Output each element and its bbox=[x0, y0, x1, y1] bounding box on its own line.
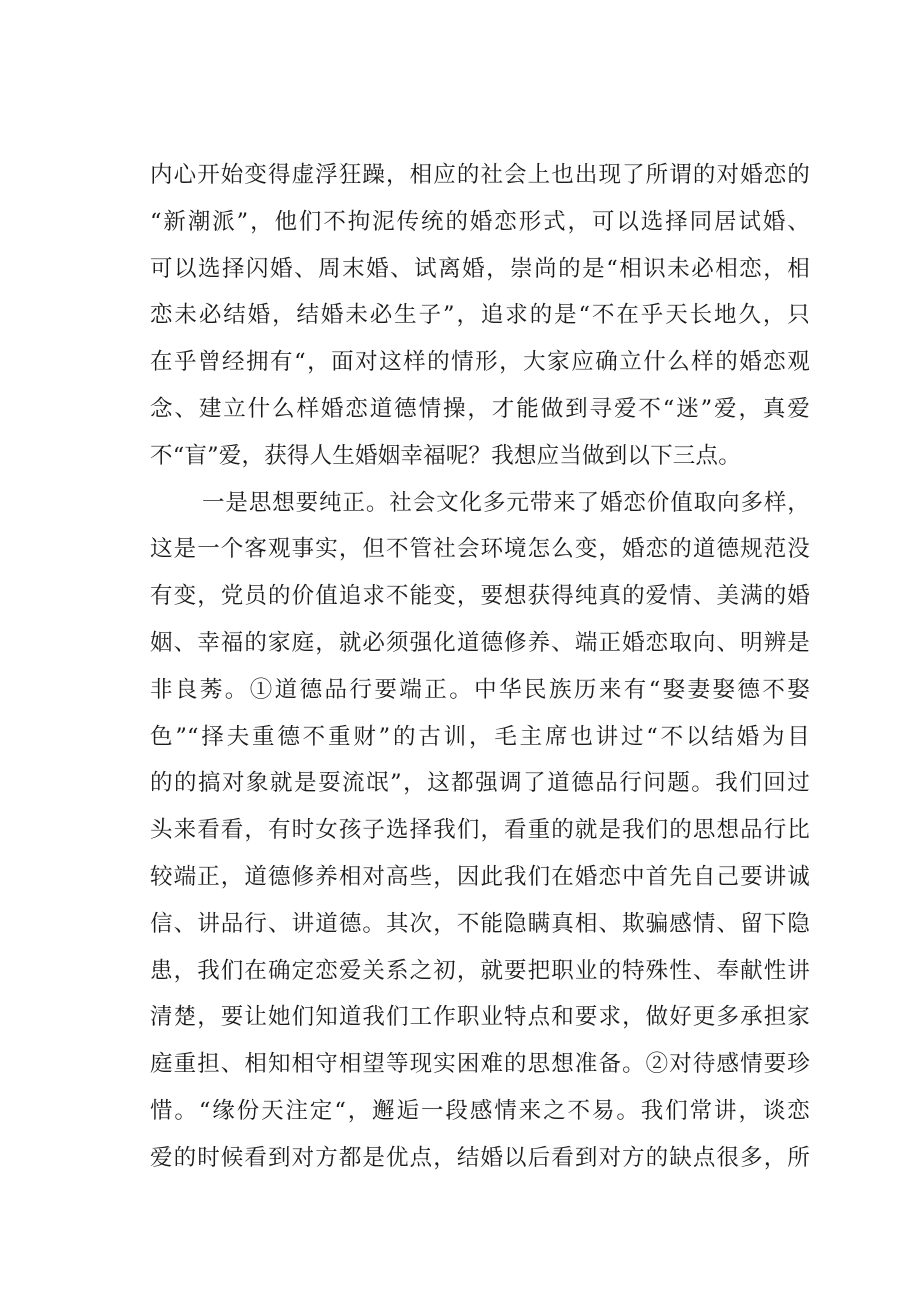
text-line: 较端正，道德修养相对高些，因此我们在婚恋中首先自己要讲诚 bbox=[150, 863, 810, 890]
text-line: 内心开始变得虚浮狂躁，相应的社会上也出现了所谓的对婚恋的 bbox=[150, 162, 810, 188]
text-line: 在乎曾经拥有“，面对这样的情形，大家应确立什么样的婚恋观 bbox=[150, 349, 810, 376]
text-line: 姻、幸福的家庭，就必须强化道德修养、端正婚恋取向、明辨是 bbox=[150, 629, 810, 656]
text-line: 可以选择闪婚、周末婚、试离婚，崇尚的是“相识未必相恋，相 bbox=[150, 255, 810, 282]
text-line: 惜。“缘份天注定“，邂逅一段感情来之不易。我们常讲，谈恋 bbox=[150, 1097, 810, 1124]
body-text bbox=[150, 152, 810, 1182]
text-line: 有变，党员的价值追求不能变，要想获得纯真的爱情、美满的婚 bbox=[150, 583, 810, 610]
paragraph-start-line: 一是思想要纯正。社会文化多元带来了婚恋价值取向多样， bbox=[202, 489, 810, 516]
text-line: 恋未必结婚，结婚未必生子”，追求的是“不在乎天长地久，只 bbox=[150, 302, 810, 329]
text-line: 清楚，要让她们知道我们工作职业特点和要求，做好更多承担家 bbox=[150, 1004, 810, 1031]
text-line: “新潮派”，他们不拘泥传统的婚恋形式，可以选择同居试婚、 bbox=[150, 208, 810, 235]
text-line: 这是一个客观事实，但不管社会环境怎么变，婚恋的道德规范没 bbox=[150, 536, 810, 563]
text-line: 不“盲”爱，获得人生婚姻幸福呢？我想应当做到以下三点。 bbox=[150, 442, 741, 469]
text-line: 头来看看，有时女孩子选择我们，看重的就是我们的思想品行比 bbox=[150, 817, 810, 844]
text-line: 色”“择夫重德不重财”的古训，毛主席也讲过“不以结婚为目 bbox=[150, 723, 810, 750]
text-line: 念、建立什么样婚恋道德情操，才能做到寻爱不“迷”爱，真爱 bbox=[150, 395, 810, 422]
text-line: 的的搞对象就是耍流氓”，这都强调了道德品行问题。我们回过 bbox=[150, 770, 810, 797]
text-line: 患，我们在确定恋爱关系之初，就要把职业的特殊性、奉献性讲 bbox=[150, 957, 810, 984]
text-line: 信、讲品行、讲道德。其次，不能隐瞒真相、欺骗感情、留下隐 bbox=[150, 910, 810, 937]
text-line: 爱的时候看到对方都是优点，结婚以后看到对方的缺点很多，所 bbox=[150, 1144, 810, 1171]
text-line: 非良莠。①道德品行要端正。中华民族历来有“娶妻娶德不娶 bbox=[150, 676, 810, 703]
text-line: 庭重担、相知相守相望等现实困难的思想准备。②对待感情要珍 bbox=[150, 1051, 810, 1078]
